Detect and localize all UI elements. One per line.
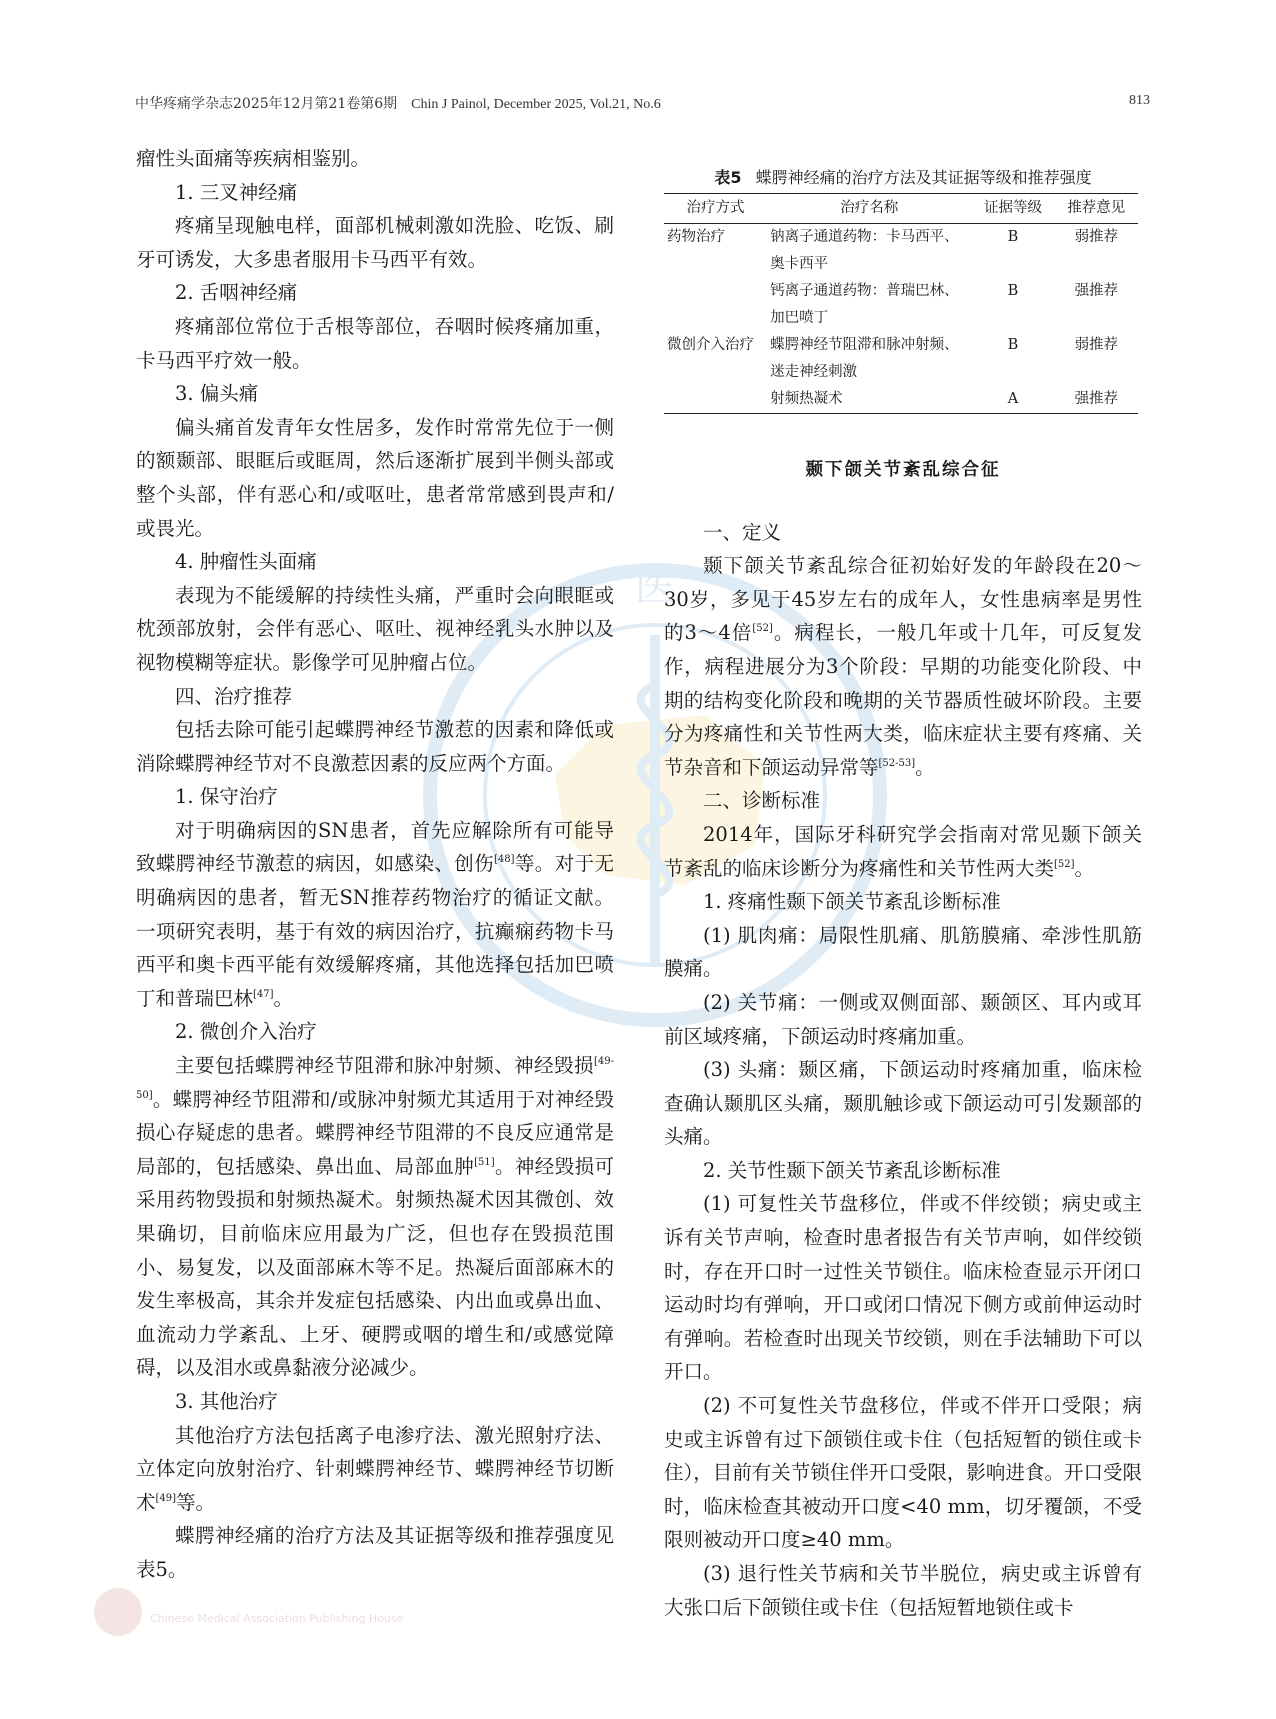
table-cell <box>664 386 767 414</box>
subheading: 1. 疼痛性颞下颌关节紊乱诊断标准 <box>703 890 1001 914</box>
citation: [49] <box>155 1492 177 1504</box>
seal-char: 医 <box>635 564 675 610</box>
table-header: 证据等级 <box>971 194 1054 224</box>
citation: [48] <box>494 854 515 866</box>
section-heading: 一、定义 <box>703 520 782 544</box>
citation: [49-50] <box>136 1056 614 1101</box>
table-header: 推荐意见 <box>1055 194 1138 224</box>
citation: [47] <box>253 988 274 1000</box>
paragraph: 蝶腭神经痛的治疗方法及其证据等级和推荐强度见表5。 <box>136 1524 614 1581</box>
paragraph: 颞下颌关节紊乱综合征初始好发的年龄段在20～30岁，多见于45岁左右的成年人，女性患病率是男性的3～4倍[52]。病程长，一般几年或十几年，可反复发作，病程进展分为3个阶段：早期的功能变化阶段、中期的结构变化阶段和晚期的关节器质性破坏阶段。主要分为疼痛性和关节性两大类，临床症状主要有疼痛、关节杂音和下颌运动异常等[52-53]。 <box>664 554 1142 779</box>
table-cell: 钠离子通道药物：卡马西平、奥卡西平 <box>770 229 959 272</box>
table-cell: 蝶腭神经节阻滞和脉冲射频、迷走神经刺激 <box>770 337 959 380</box>
subheading: 4. 肿瘤性头面痛 <box>175 550 317 574</box>
table-cell: 强推荐 <box>1074 391 1119 407</box>
paragraph: (3) 退行性关节病和关节半脱位，病史或主诉曾有大张口后下颌锁住或卡住（包括短暂地锁住或卡 <box>664 1562 1142 1619</box>
paragraph: 偏头痛首发青年女性居多，发作时常常先位于一侧的额颞部、眼眶后或眶周，然后逐渐扩展到半侧头部或整个头部，伴有恶心和/或呕吐，患者常常感到畏声和/或畏光。 <box>136 415 614 540</box>
right-column <box>664 167 1142 1624</box>
table-header: 治疗名称 <box>767 194 971 224</box>
citation: [51] <box>474 1156 495 1168</box>
left-column <box>136 142 614 1587</box>
section-title: 颞下颌关节紊乱综合征 <box>805 460 1001 480</box>
table-cell: B <box>1007 337 1019 353</box>
subheading: 2. 微创介入治疗 <box>175 1020 317 1044</box>
table-cell: B <box>1007 229 1019 245</box>
table-number: 表5 <box>714 168 742 187</box>
paragraph: 对于明确病因的SN患者，首先应解除所有可能导致蝶腭神经节激惹的病因，如感染、创伤[48]等。对于无明确病因的患者，暂无SN推荐药物治疗的循证文献。一项研究表明，基于有效的病因治疗，抗癫痫药物卡马西平和奥卡西平能有效缓解疼痛，其他选择包括加巴喷丁和普瑞巴林[47]。 <box>136 818 614 1010</box>
table-row <box>664 386 1138 414</box>
paragraph: (2) 关节痛：一侧或双侧面部、颞颌区、耳内或耳前区域疼痛，下颌运动时疼痛加重。 <box>664 990 1142 1048</box>
table-cell <box>664 278 767 332</box>
journal-title-cn: 中华疼痛学杂志2025年12月第21卷第6期 <box>135 96 398 112</box>
table-row <box>664 278 1138 332</box>
table-title: 蝶腭神经痛的治疗方法及其证据等级和推荐强度 <box>755 168 1092 187</box>
table-cell: A <box>1007 391 1019 407</box>
citation: [52-53] <box>878 757 916 769</box>
table-row <box>664 332 1138 386</box>
svg-text:Chinese Medical Association Pu: Chinese Medical Association Publishing House <box>150 1612 404 1625</box>
citation: [52] <box>1054 858 1075 870</box>
table-cell: B <box>1007 283 1019 299</box>
table-cell: 药物治疗 <box>667 229 725 245</box>
citation: [52] <box>752 623 773 635</box>
subheading: 1. 三叉神经痛 <box>175 180 298 204</box>
table-caption <box>664 167 1142 189</box>
section-heading: 二、诊断标准 <box>703 789 821 813</box>
table-cell: 射频热凝术 <box>770 391 843 407</box>
publisher-watermark <box>88 1582 608 1642</box>
treatment-table <box>664 193 1138 414</box>
subheading: 2. 关节性颞下颌关节紊乱诊断标准 <box>703 1158 1001 1182</box>
table-cell: 微创介入治疗 <box>667 337 754 353</box>
paragraph: 瘤性头面痛等疾病相鉴别。 <box>136 147 371 170</box>
table-header-row <box>664 194 1138 224</box>
running-header <box>135 93 1150 117</box>
table-cell: 弱推荐 <box>1074 229 1119 245</box>
journal-title-en: Chin J Painol, December 2025, Vol.21, No.6 <box>411 97 661 112</box>
paragraph: 表现为不能缓解的持续性头痛，严重时会向眼眶或枕颈部放射，会伴有恶心、呕吐、视神经乳头水肿以及视物模糊等症状。影像学可见肿瘤占位。 <box>136 583 614 674</box>
subheading: 1. 保守治疗 <box>175 785 278 809</box>
paragraph: (3) 头痛：颞区痛，下颌运动时疼痛加重，临床检查确认颞肌区头痛，颞肌触诊或下颌运动可引发颞部的头痛。 <box>664 1058 1142 1149</box>
paragraph: 疼痛部位常位于舌根等部位，吞咽时候疼痛加重，卡马西平疗效一般。 <box>136 314 614 372</box>
paragraph: 2014年，国际牙科研究学会指南对常见颞下颌关节紊乱的临床诊断分为疼痛性和关节性两大类[52]。 <box>664 822 1142 880</box>
paragraph: (1) 可复性关节盘移位，伴或不伴绞锁；病史或主诉有关节声响，检查时患者报告有关节声响，如伴绞锁时，存在开口时一过性关节锁住。临床检查显示开闭口运动时均有弹响，开口或闭口情况下侧方或前伸运动时有弹响。若检查时出现关节绞锁，则在手法辅助下可以开口。 <box>664 1192 1142 1384</box>
table-cell: 强推荐 <box>1074 283 1119 299</box>
subheading: 2. 舌咽神经痛 <box>175 281 298 305</box>
paragraph: (1) 肌肉痛：局限性肌痛、肌筋膜痛、牵涉性肌筋膜痛。 <box>664 923 1142 981</box>
paragraph: 主要包括蝶腭神经节阻滞和脉冲射频、神经毁损[49-50]。蝶腭神经节阻滞和/或脉冲射频尤其适用于对神经毁损心存疑虑的患者。蝶腭神经节阻滞的不良反应通常是局部的，包括感染、鼻出血、局部血肿[51]。神经毁损可采用药物毁损和射频热凝术。射频热凝术因其微创、效果确切，目前临床应用最为广泛，但也存在毁损范围小、易复发，以及面部麻木等不足。热凝后面部麻木的发生率极高，其余并发症包括感染、内出血或鼻出血、血流动力学紊乱、上牙、硬腭或咽的增生和/或感觉障碍，以及泪水或鼻黏液分泌减少。 <box>136 1054 614 1380</box>
paragraph: (2) 不可复性关节盘移位，伴或不伴开口受限；病史或主诉曾有过下颌锁住或卡住（包括短暂的锁住或卡住），目前有关节锁住伴开口受限，影响进食。开口受限时，临床检查其被动开口度<40 mm，切牙覆颌，不受限则被动开口度≥40 mm。 <box>664 1394 1142 1552</box>
section-heading: 四、治疗推荐 <box>175 684 293 708</box>
page-number: 813 <box>1129 93 1150 108</box>
table-cell: 钙离子通道药物：普瑞巴林、加巴喷丁 <box>770 283 959 326</box>
paragraph: 其他治疗方法包括离子电渗疗法、激光照射疗法、立体定向放射治疗、针刺蝶腭神经节、蝶腭神经节切断术[49]等。 <box>136 1423 614 1514</box>
subheading: 3. 偏头痛 <box>175 382 259 406</box>
paragraph: 疼痛呈现触电样，面部机械刺激如洗脸、吃饭、刷牙可诱发，大多患者服用卡马西平有效。 <box>136 214 614 271</box>
subheading: 3. 其他治疗 <box>175 1389 278 1413</box>
table-header: 治疗方式 <box>664 194 767 224</box>
table-cell: 弱推荐 <box>1074 337 1119 353</box>
paragraph: 包括去除可能引起蝶腭神经节激惹的因素和降低或消除蝶腭神经节对不良激惹因素的反应两个方面。 <box>136 718 614 775</box>
table-row <box>664 224 1138 279</box>
